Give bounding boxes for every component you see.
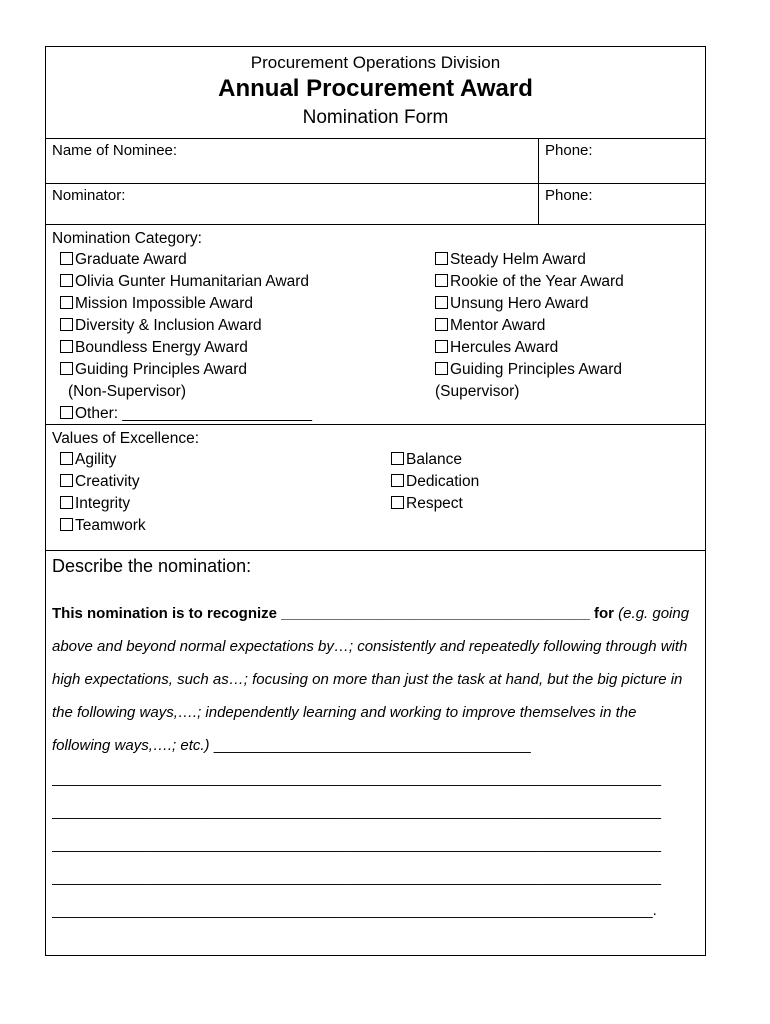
checkbox-icon[interactable] bbox=[60, 362, 73, 375]
value-option[interactable]: Integrity bbox=[60, 493, 146, 515]
category-left-column bbox=[60, 249, 312, 425]
nominator-phone-field[interactable] bbox=[539, 184, 705, 224]
checkbox-icon[interactable] bbox=[391, 452, 404, 465]
category-option[interactable]: Olivia Gunter Humanitarian Award bbox=[60, 271, 312, 293]
value-option[interactable]: Dedication bbox=[391, 471, 479, 493]
category-option[interactable]: Mentor Award bbox=[435, 315, 624, 337]
checkbox-icon[interactable] bbox=[60, 274, 73, 287]
division-name: Procurement Operations Division bbox=[250, 53, 501, 72]
values-right-column bbox=[391, 449, 479, 515]
describe-title: Describe the nomination: bbox=[52, 556, 252, 576]
intro-italic: (e.g. going above and beyond normal expectations by…; consistently and repeatedly following through with high expectations, such as…; focusing on more than just the task at hand, but the big picture in the following ways,….; independently learning and working to improve themselves in the following ways,….; etc.) bbox=[52, 605, 690, 754]
blank-line[interactable]: _________________________________________________________________________ bbox=[52, 803, 661, 820]
checkbox-icon[interactable] bbox=[60, 452, 73, 465]
checkbox-icon[interactable] bbox=[60, 318, 73, 331]
values-left-column bbox=[60, 449, 146, 537]
nomination-form bbox=[45, 46, 706, 956]
category-option[interactable]: Guiding Principles Award bbox=[60, 359, 312, 381]
checkbox-icon[interactable] bbox=[435, 296, 448, 309]
checkbox-icon[interactable] bbox=[435, 362, 448, 375]
category-option[interactable]: Guiding Principles Award bbox=[435, 359, 624, 381]
intro-trail: ______________________________________ bbox=[209, 737, 531, 754]
checkbox-icon[interactable] bbox=[60, 252, 73, 265]
values-label: Values of Excellence: bbox=[52, 430, 200, 447]
form-title: Annual Procurement Award bbox=[218, 75, 533, 102]
value-option[interactable]: Teamwork bbox=[60, 515, 146, 537]
category-option[interactable]: Graduate Award bbox=[60, 249, 312, 271]
category-option-cont: (Supervisor) bbox=[435, 383, 520, 400]
category-option-cont: (Non-Supervisor) bbox=[68, 383, 187, 400]
category-option[interactable]: Diversity & Inclusion Award bbox=[60, 315, 312, 337]
nominee-phone-field[interactable] bbox=[539, 139, 705, 183]
describe-section bbox=[46, 551, 705, 931]
category-right-column bbox=[435, 249, 624, 403]
form-subtitle: Nomination Form bbox=[302, 107, 449, 128]
checkbox-icon[interactable] bbox=[60, 296, 73, 309]
intro-bold: This nomination is to recognize _____________________________________ for bbox=[52, 605, 615, 622]
blank-line[interactable]: _________________________________________________________________________ bbox=[52, 770, 661, 787]
nominator-row bbox=[46, 184, 705, 225]
values-section bbox=[46, 425, 705, 551]
blank-line[interactable]: _________________________________________________________________________ bbox=[52, 836, 661, 853]
checkbox-icon[interactable] bbox=[435, 274, 448, 287]
checkbox-icon[interactable] bbox=[60, 474, 73, 487]
checkbox-icon[interactable] bbox=[60, 496, 73, 509]
nomination-paragraph[interactable] bbox=[52, 597, 699, 762]
checkbox-icon[interactable] bbox=[391, 496, 404, 509]
category-option-other[interactable]: Other: ______________________ bbox=[60, 403, 312, 425]
checkbox-icon[interactable] bbox=[435, 340, 448, 353]
value-option[interactable]: Agility bbox=[60, 449, 146, 471]
category-label: Nomination Category: bbox=[52, 230, 202, 247]
phone-label: Phone: bbox=[545, 142, 593, 159]
blank-line[interactable]: _________________________________________________________________________ bbox=[52, 869, 661, 886]
category-option[interactable]: Unsung Hero Award bbox=[435, 293, 624, 315]
value-option[interactable]: Respect bbox=[391, 493, 479, 515]
category-option[interactable]: Rookie of the Year Award bbox=[435, 271, 624, 293]
nominee-field[interactable] bbox=[46, 139, 539, 183]
nominee-row bbox=[46, 139, 705, 184]
value-option[interactable]: Creativity bbox=[60, 471, 146, 493]
category-option[interactable]: Steady Helm Award bbox=[435, 249, 624, 271]
checkbox-icon[interactable] bbox=[60, 340, 73, 353]
checkbox-icon[interactable] bbox=[60, 518, 73, 531]
blank-line-last[interactable]: ________________________________________________________________________. bbox=[52, 902, 657, 919]
checkbox-icon[interactable] bbox=[435, 318, 448, 331]
value-option[interactable]: Balance bbox=[391, 449, 479, 471]
nominator-field[interactable] bbox=[46, 184, 539, 224]
checkbox-icon[interactable] bbox=[435, 252, 448, 265]
category-option[interactable]: Boundless Energy Award bbox=[60, 337, 312, 359]
nominee-label: Name of Nominee: bbox=[52, 142, 178, 159]
checkbox-icon[interactable] bbox=[60, 406, 73, 419]
form-header bbox=[46, 47, 705, 139]
checkbox-icon[interactable] bbox=[391, 474, 404, 487]
phone-label: Phone: bbox=[545, 187, 593, 204]
category-option[interactable]: Mission Impossible Award bbox=[60, 293, 312, 315]
nominator-label: Nominator: bbox=[52, 187, 126, 204]
nomination-category-section bbox=[46, 225, 705, 425]
category-option[interactable]: Hercules Award bbox=[435, 337, 624, 359]
